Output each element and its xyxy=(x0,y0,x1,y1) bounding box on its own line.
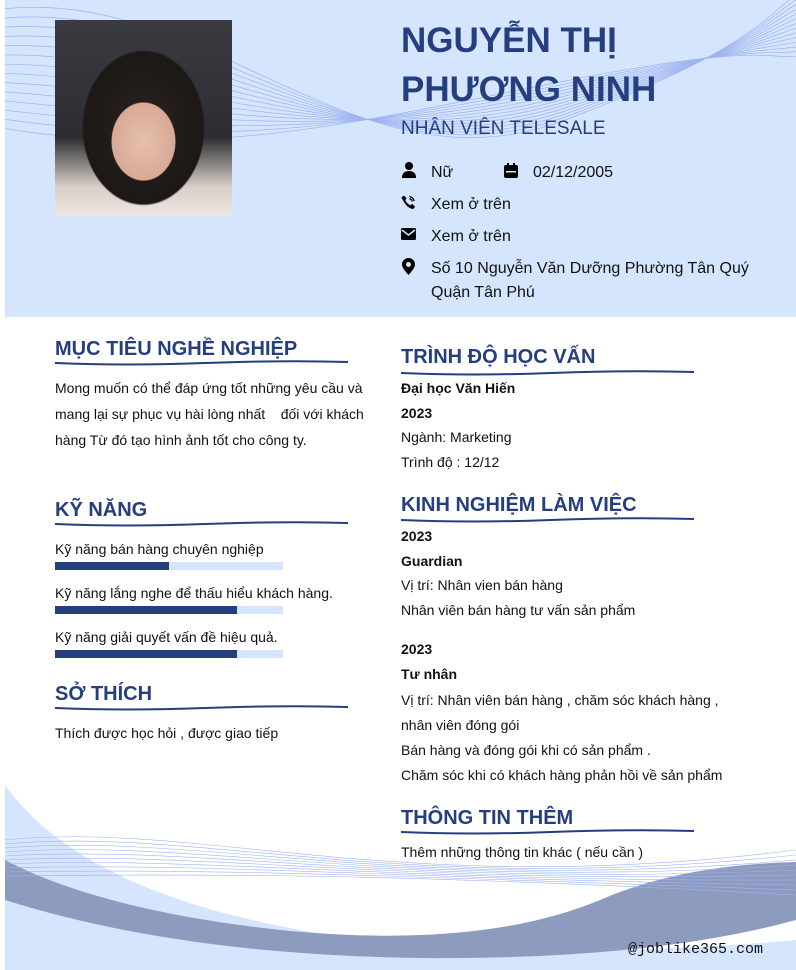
email: Xem ở trên xyxy=(431,228,511,245)
experience-title: KINH NGHIỆM LÀM VIỆC xyxy=(401,494,637,516)
hobbies-title: SỞ THÍCH xyxy=(55,683,153,705)
title-underline xyxy=(401,517,694,523)
skill-bar-fill xyxy=(55,650,237,658)
wave-line xyxy=(5,837,796,867)
school-name: Đại học Văn Hiến xyxy=(401,380,516,396)
address: Số 10 Nguyễn Văn Dưỡng Phường Tân Quý Quận Tân Phú xyxy=(431,260,749,301)
email-row xyxy=(401,225,511,249)
job-year: 2023 xyxy=(401,641,433,657)
wave-line xyxy=(5,845,796,870)
name-line-2: PHƯƠNG NINH xyxy=(401,70,657,109)
location-icon xyxy=(401,257,416,275)
additional-info-text: Thêm những thông tin khác ( nếu cần ) xyxy=(401,844,644,860)
skill-label: Kỹ năng giải quyết vấn đề hiệu quả. xyxy=(55,629,278,645)
email-icon xyxy=(401,225,416,243)
name-line-1: NGUYỄN THỊ xyxy=(401,21,617,60)
skill-bar xyxy=(55,562,283,570)
candidate-name xyxy=(401,16,656,114)
education-year: 2023 xyxy=(401,404,433,421)
phone-row xyxy=(401,193,511,217)
birthday: 02/12/2005 xyxy=(533,164,614,181)
gender-row xyxy=(401,161,453,185)
job-line: Vị trí: Nhân viên bán hàng , chăm sóc khách hàng , xyxy=(401,691,719,708)
education-block xyxy=(401,376,515,474)
birthday-row xyxy=(503,161,613,185)
calendar-icon xyxy=(503,161,518,179)
title-underline xyxy=(55,705,348,711)
watermark: @joblike365.com xyxy=(628,941,764,958)
skill-bar-fill xyxy=(55,562,169,570)
job-entry xyxy=(401,524,635,622)
user-icon xyxy=(401,161,416,179)
education-title: TRÌNH ĐỘ HỌC VẤN xyxy=(401,346,596,368)
title-underline xyxy=(55,360,348,366)
job-entry xyxy=(401,637,722,789)
profile-photo xyxy=(55,20,232,216)
job-line: Vị trí: Nhân vien bán hàng xyxy=(401,577,563,593)
hobbies-text: Thích được học hỏi , được giao tiếp xyxy=(55,725,279,741)
title-underline xyxy=(55,521,348,527)
objective-title: MỤC TIÊU NGHỀ NGHIỆP xyxy=(55,338,298,360)
additional-info-title: THÔNG TIN THÊM xyxy=(401,807,574,829)
skill-label: Kỹ năng lắng nghe để thấu hiểu khách hàng. xyxy=(55,585,333,601)
phone-icon xyxy=(401,193,416,211)
education-major: Ngành: Marketing xyxy=(401,429,512,445)
education-level: Trình độ : 12/12 xyxy=(401,453,500,470)
job-line: Chăm sóc khi có khách hàng phản hồi về sản phẩm xyxy=(401,767,723,784)
job-year: 2023 xyxy=(401,528,433,544)
job-line: nhân viên đóng gói xyxy=(401,716,520,733)
address-row xyxy=(401,257,749,305)
skill-label: Kỹ năng bán hàng chuyên nghiệp xyxy=(55,541,264,557)
skill-bar xyxy=(55,650,283,658)
job-title: NHÂN VIÊN TELESALE xyxy=(401,118,606,139)
job-line: Bán hàng và đóng gói khi có sản phẩm . xyxy=(401,742,651,759)
objective-text: Mong muốn có thể đáp ứng tốt những yêu cầu và mang lại sự phục vụ hài lòng nhất đối với khách hàng Từ đó tạo hình ảnh tốt cho công ty. xyxy=(55,380,364,448)
job-line: Nhân viên bán hàng tư vấn sản phẩm xyxy=(401,601,636,618)
job-company: Guardian xyxy=(401,552,463,569)
gender: Nữ xyxy=(431,164,454,181)
skills-title: KỸ NĂNG xyxy=(55,499,148,521)
job-company: Tư nhân xyxy=(401,666,458,683)
skill-bar-fill xyxy=(55,606,237,614)
phone: Xem ở trên xyxy=(431,196,511,213)
skill-bar xyxy=(55,606,283,614)
